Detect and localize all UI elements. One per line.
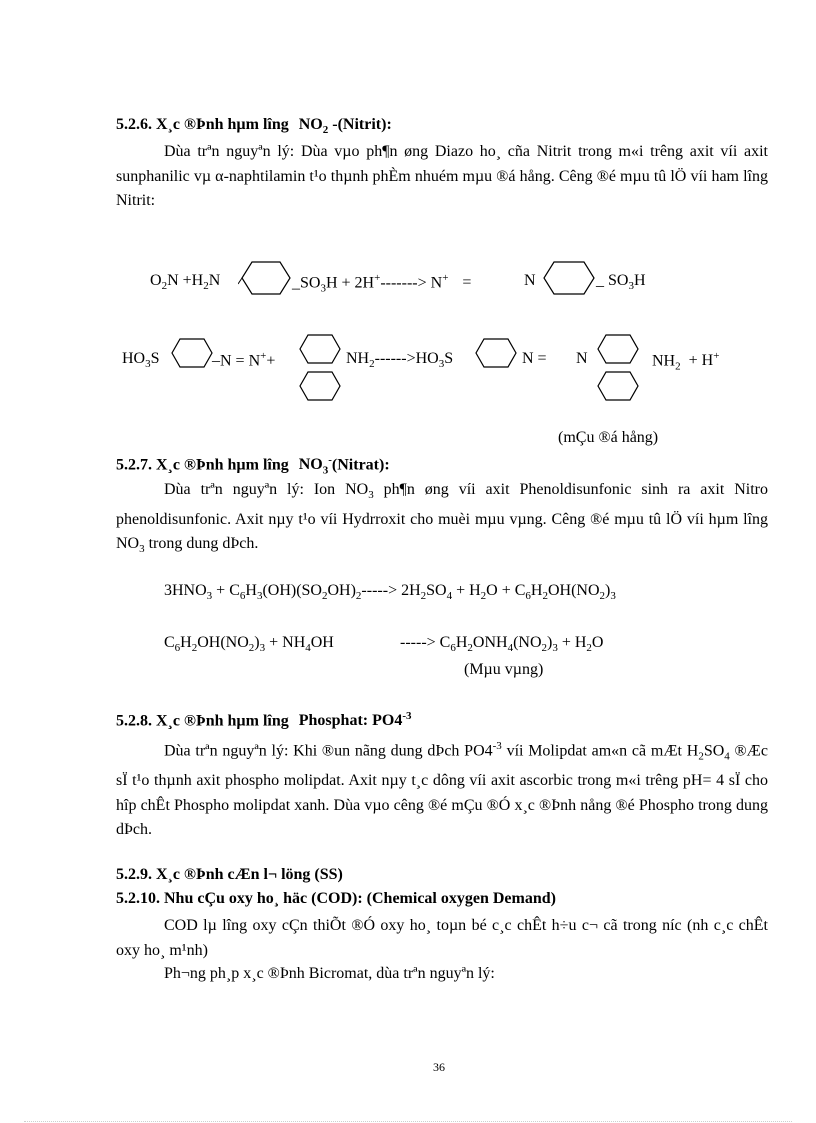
section-heading-5-2-8: 5.2.8. X¸c ®Þnh hµm lîng Phosphat: $PO4^{-3}$ bbox=[116, 710, 412, 730]
reaction-nitrite-1-product: N bbox=[524, 272, 536, 289]
naphthalene-rings-icon bbox=[596, 332, 640, 404]
reaction-nitrite-1-right: $\_SO_3H + 2H^+-------> N^+$ = bbox=[292, 272, 472, 295]
reaction-nitrite-2: $HO_3S$ bbox=[122, 350, 160, 371]
section-heading-5-2-6: 5.2.6. X¸c ®Þnh hµm lîng $NO_2$ -(Nitrit): bbox=[116, 116, 392, 137]
section-heading-5-2-9: 5.2.9. X¸c ®Þnh cÆn l¬ löng (SS) bbox=[116, 866, 343, 883]
page-number: 36 bbox=[433, 1060, 445, 1074]
reaction-nitrite-2-mid: –N = N++ bbox=[212, 350, 276, 370]
paragraph-nitrate-principle: Dùa trªn nguyªn lý: Ion $NO_3$ ph¶n øng víi axit Phenoldisunfonic sinh ra axit Nitro phenoldisunfonic. Axit nµy t¹o víi Hydrroxit cho muèi mµu vµng. Cêng ®é mµu tû lÖ víi hµm lîng $NO_3$ trong dung dÞch. bbox=[116, 481, 768, 556]
reaction-nitrite-2-end: $NH_2 + H^+$ bbox=[652, 350, 720, 373]
section-heading-5-2-7: 5.2.7. X¸c ®Þnh hµm lîng $NO_3^-(Nitrat)$: bbox=[116, 454, 390, 477]
paragraph-cod-definition: COD lµ lîng oxy cÇn thiÕt ®Ó oxy ho¸ toµn bé c¸c chÊt h÷u c¬ cã trong níc (nh c¸c chÊt oxy ho¸ m¹nh) bbox=[116, 917, 768, 959]
reaction-nitrate-1: $3HNO_3 + C_6H_3(OH)(SO_2OH)_2-----> 2H_2SO_4 + H_2O + C_6H_2OH(NO_2)_3$ bbox=[164, 582, 616, 603]
reaction-nitrite-2-arrow: $NH_2------>HO_3S$ bbox=[346, 350, 454, 371]
reaction-nitrite-1: $O_2N +H_2N$ bbox=[150, 272, 221, 293]
reaction-nitrite-2-n: N bbox=[576, 350, 588, 367]
footer-divider bbox=[24, 1121, 792, 1122]
naphthalene-rings-icon bbox=[298, 332, 342, 404]
benzene-ring-icon bbox=[170, 336, 214, 370]
reaction-nitrite-2-neq: N = bbox=[522, 350, 547, 367]
color-note-pink: (mÇu ®á hång) bbox=[558, 429, 659, 446]
paragraph-nitrite-principle: Dùa trªn nguyªn lý: Dùa vµo ph¶n øng Diazo ho¸ cña Nitrit trong m«i trêng axit víi axit sunphanilic vµ α-naphtilamin t¹o thµnh phÈm nhuém mµu ®á hång. Cêng ®é mµu tû lÖ víi ham lîng Nitrit: bbox=[116, 143, 768, 209]
color-note-yellow: (Mµu vµng) bbox=[464, 661, 544, 678]
section-heading-5-2-10: 5.2.10. Nhu cÇu oxy ho¸ häc (COD): (Chemical oxygen Demand) bbox=[116, 890, 556, 907]
benzene-ring-icon bbox=[540, 258, 598, 298]
benzene-ring-icon bbox=[474, 336, 518, 370]
benzene-ring-icon bbox=[238, 258, 294, 298]
paragraph-cod-method: Ph¬ng ph¸p x¸c ®Þnh Bicromat, dùa trªn nguyªn lý: bbox=[164, 965, 495, 982]
reaction-nitrite-1-so3h: _ $SO_3H$ bbox=[596, 272, 646, 293]
reaction-nitrate-2-product: -----> $C_6H_2ONH_4(NO_2)_3 + H_2O$ bbox=[400, 634, 604, 655]
paragraph-phosphate-principle: Dùa trªn nguyªn lý: Khi ®un nãng dung dÞch $PO4^{-3}$ víi Molipdat am«n cã mÆt $H_2SO_4$ ®Æc sÏ t¹o thµnh axit phospho molipdat. Axit nµy t¸c dông víi axit ascorbic trong m«i trêng pH= 4 sÏ cho hîp chÊt Phospho molipdat xanh. Dùa vµo cêng ®é mÇu ®Ó x¸c ®Þnh nång ®é Phospho trong dung dÞch. bbox=[116, 740, 769, 839]
reaction-nitrate-2: $C_6H_2OH(NO_2)_3 + NH_4OH$ bbox=[164, 634, 334, 655]
